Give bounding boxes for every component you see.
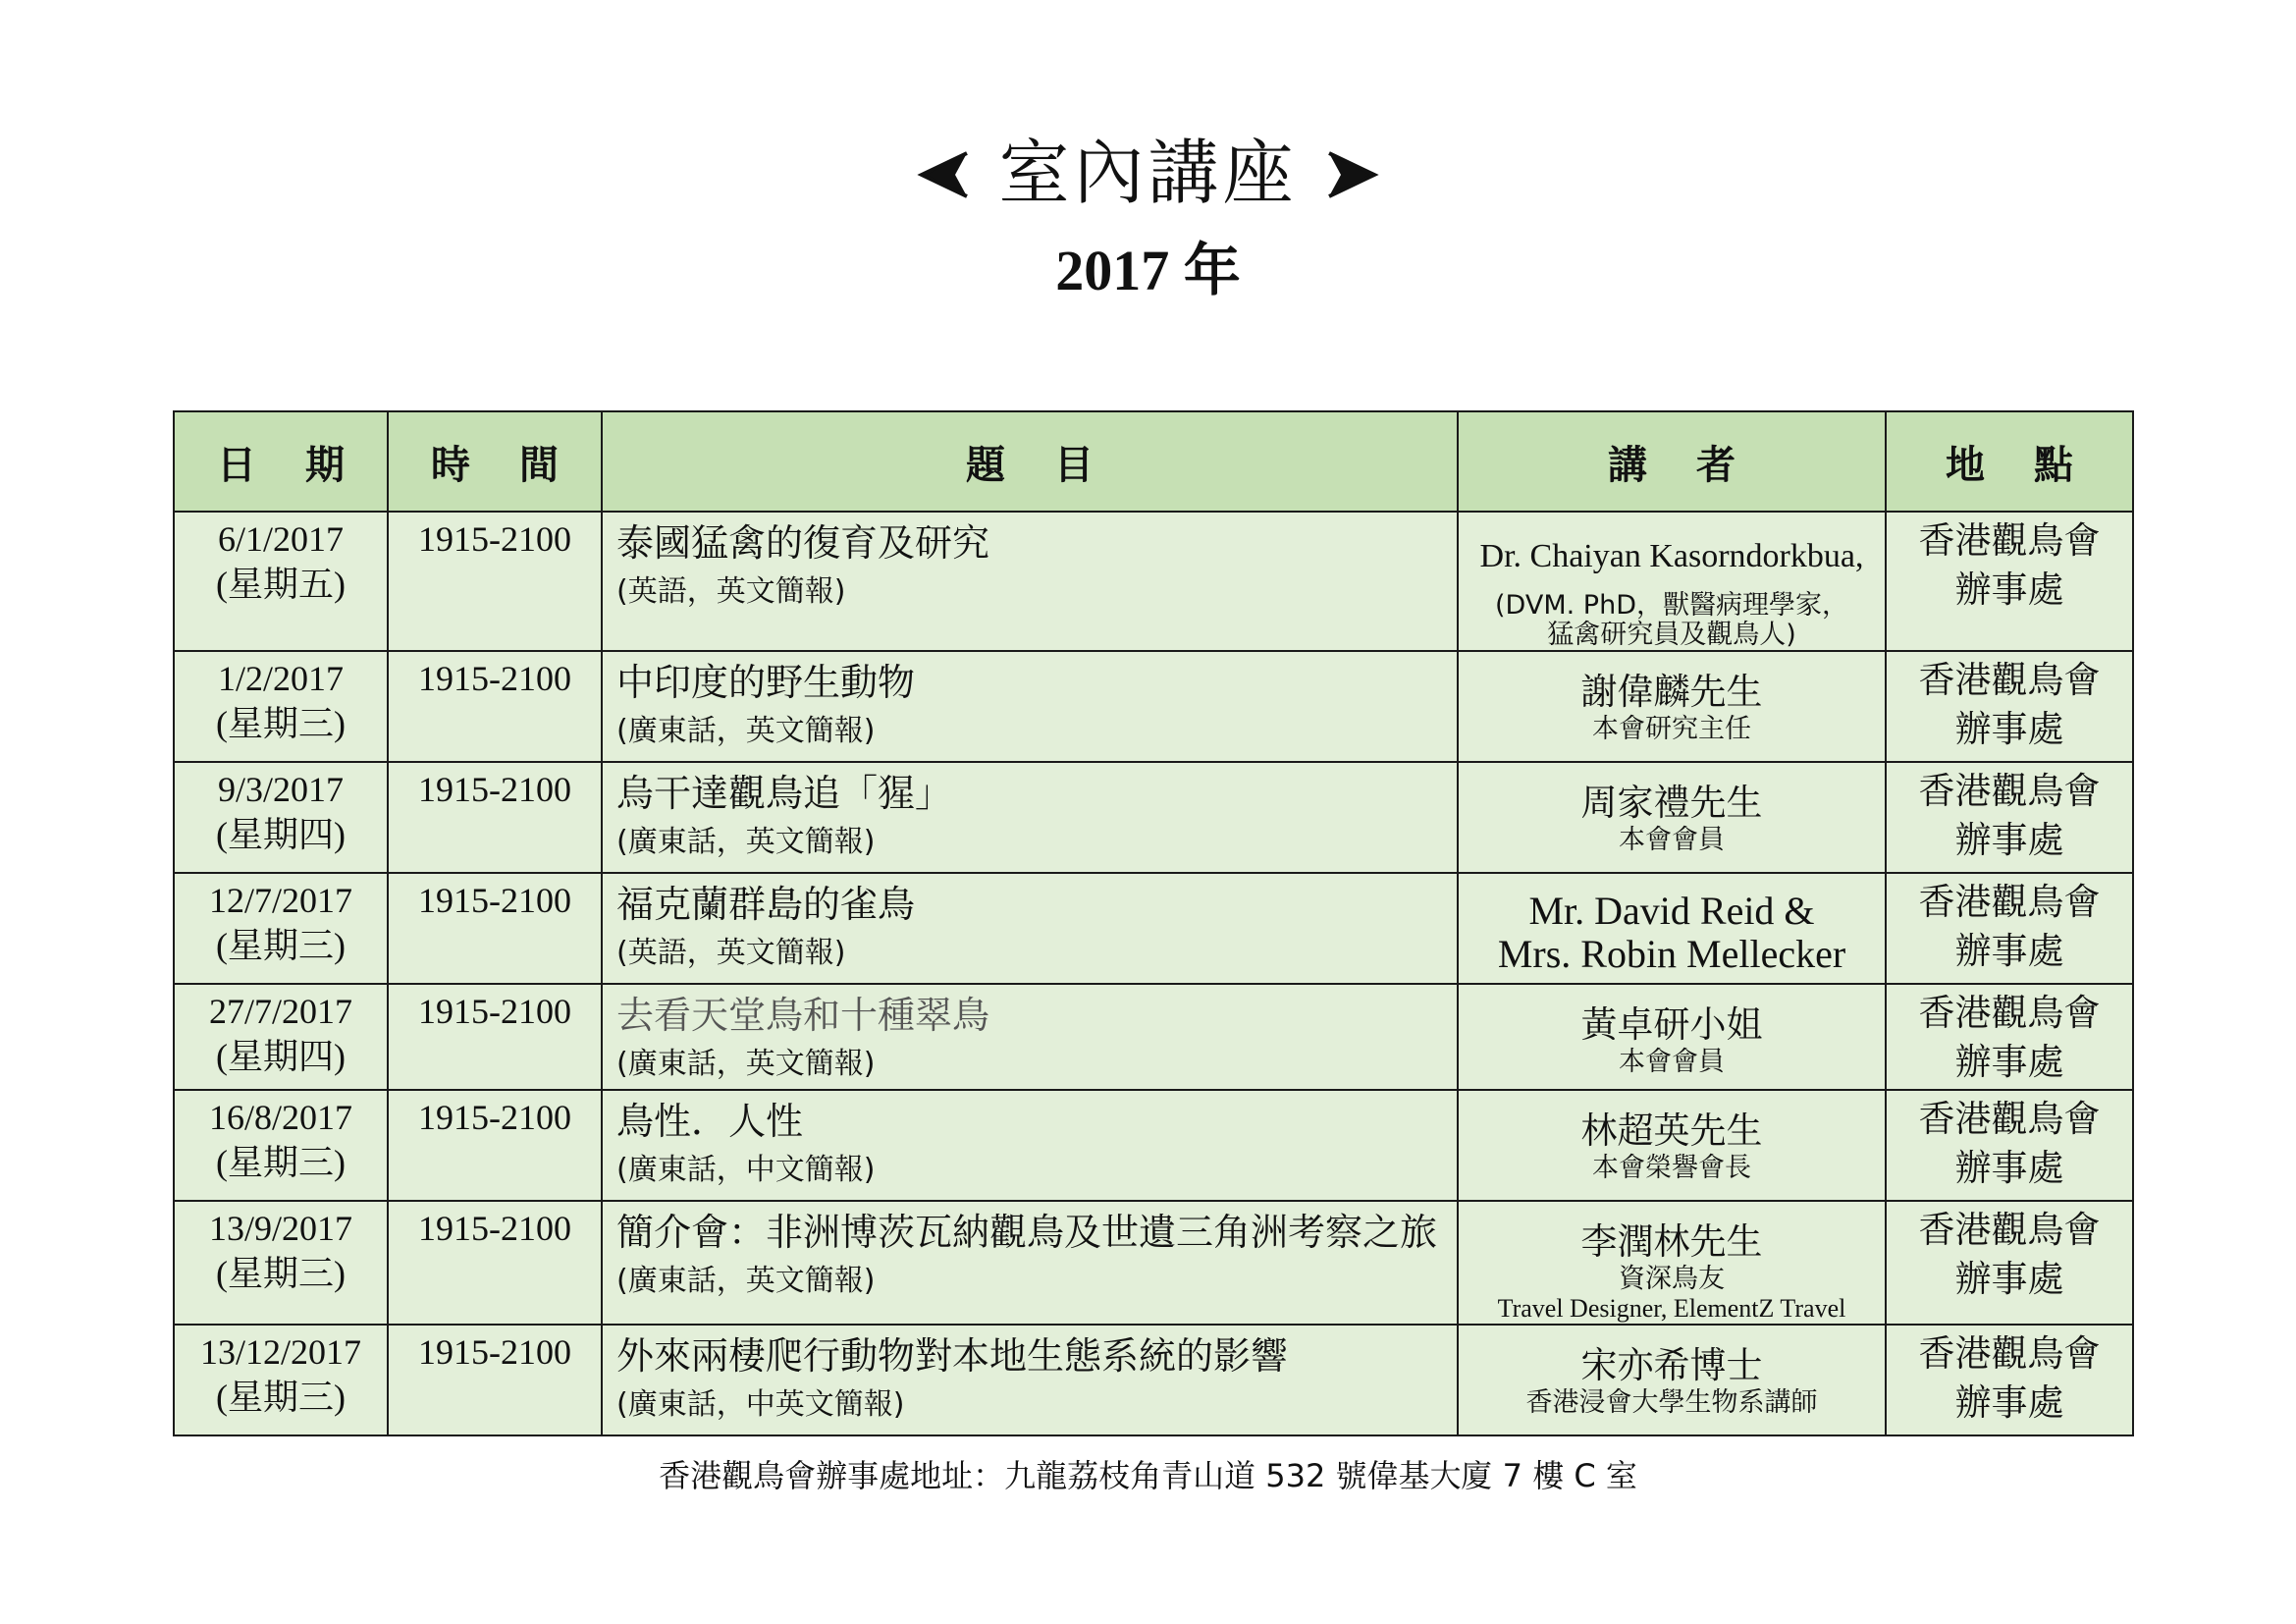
time-cell: 1915-2100 — [388, 1090, 602, 1201]
venue-cell: 香港觀鳥會 辦事處 — [1886, 1325, 2133, 1435]
venue-cell: 香港觀鳥會 辦事處 — [1886, 984, 2133, 1090]
date-cell: 9/3/2017 (星期四) — [174, 762, 388, 873]
time-cell: 1915-2100 — [388, 1201, 602, 1325]
venue-cell: 香港觀鳥會 辦事處 — [1886, 651, 2133, 762]
header-speaker: 講 者 — [1458, 411, 1886, 512]
lecture-schedule-table — [173, 410, 2134, 1436]
date-cell: 16/8/2017 (星期三) — [174, 1090, 388, 1201]
table-row — [174, 1325, 2133, 1435]
venue-cell: 香港觀鳥會 辦事處 — [1886, 1090, 2133, 1201]
time-cell: 1915-2100 — [388, 873, 602, 984]
header-venue: 地 點 — [1886, 411, 2133, 512]
time-cell: 1915-2100 — [388, 1325, 602, 1435]
speaker-cell: 李潤林先生 資深鳥友 Travel Designer, ElementZ Travel — [1458, 1201, 1886, 1325]
speaker-cell: 黃卓研小姐 本會會員 — [1458, 984, 1886, 1090]
venue-cell: 香港觀鳥會 辦事處 — [1886, 512, 2133, 651]
time-cell: 1915-2100 — [388, 762, 602, 873]
table-row — [174, 1201, 2133, 1325]
time-cell: 1915-2100 — [388, 512, 602, 651]
topic-cell: 鳥性．人性 (廣東話，中文簡報) — [602, 1090, 1458, 1201]
date-cell: 13/9/2017 (星期三) — [174, 1201, 388, 1325]
venue-cell: 香港觀鳥會 辦事處 — [1886, 873, 2133, 984]
table-row — [174, 984, 2133, 1090]
table-row — [174, 762, 2133, 873]
topic-cell: 簡介會：非洲博茨瓦納觀鳥及世遺三角洲考察之旅 (廣東話，英文簡報) — [602, 1201, 1458, 1325]
time-cell: 1915-2100 — [388, 984, 602, 1090]
venue-cell: 香港觀鳥會 辦事處 — [1886, 762, 2133, 873]
date-cell: 1/2/2017 (星期三) — [174, 651, 388, 762]
topic-cell: 去看天堂鳥和十種翠鳥 (廣東話，英文簡報) — [602, 984, 1458, 1090]
table-row — [174, 1090, 2133, 1201]
topic-cell: 外來兩棲爬行動物對本地生態系統的影響 (廣東話，中英文簡報) — [602, 1325, 1458, 1435]
left-arrow-icon — [916, 136, 971, 219]
venue-cell: 香港觀鳥會 辦事處 — [1886, 1201, 2133, 1325]
speaker-cell: Mr. David Reid & Mrs. Robin Mellecker — [1458, 873, 1886, 984]
table-row — [174, 873, 2133, 984]
speaker-cell: 林超英先生 本會榮譽會長 — [1458, 1090, 1886, 1201]
speaker-cell: 宋亦希博士 香港浸會大學生物系講師 — [1458, 1325, 1886, 1435]
speaker-cell: 周家禮先生 本會會員 — [1458, 762, 1886, 873]
right-arrow-icon — [1325, 136, 1380, 219]
table-header-row — [174, 411, 2133, 512]
date-cell: 27/7/2017 (星期四) — [174, 984, 388, 1090]
speaker-cell: 謝偉麟先生 本會研究主任 — [1458, 651, 1886, 762]
speaker-cell: Dr. Chaiyan Kasorndorkbua, (DVM. PhD，獸醫病理學家， 猛禽研究員及觀鳥人) — [1458, 512, 1886, 651]
year-heading: 2017 年 — [1055, 239, 1241, 302]
topic-cell: 烏干達觀鳥追「猩」 (廣東話，英文簡報) — [602, 762, 1458, 873]
topic-cell: 福克蘭群島的雀鳥 (英語，英文簡報) — [602, 873, 1458, 984]
date-cell: 13/12/2017 (星期三) — [174, 1325, 388, 1435]
topic-cell: 泰國猛禽的復育及研究 (英語，英文簡報) — [602, 512, 1458, 651]
header-time: 時 間 — [388, 411, 602, 512]
page-title — [0, 116, 2296, 219]
office-address-footer: 香港觀鳥會辦事處地址：九龍荔枝角青山道 532 號偉基大廈 7 樓 C 室 — [659, 1457, 1637, 1494]
header-date: 日 期 — [174, 411, 388, 512]
header-topic: 題 目 — [602, 411, 1458, 512]
time-cell: 1915-2100 — [388, 651, 602, 762]
title-text: 室內講座 — [998, 132, 1298, 214]
date-cell: 6/1/2017 (星期五) — [174, 512, 388, 651]
table-row — [174, 651, 2133, 762]
table-row — [174, 512, 2133, 651]
date-cell: 12/7/2017 (星期三) — [174, 873, 388, 984]
topic-cell: 中印度的野生動物 (廣東話，英文簡報) — [602, 651, 1458, 762]
